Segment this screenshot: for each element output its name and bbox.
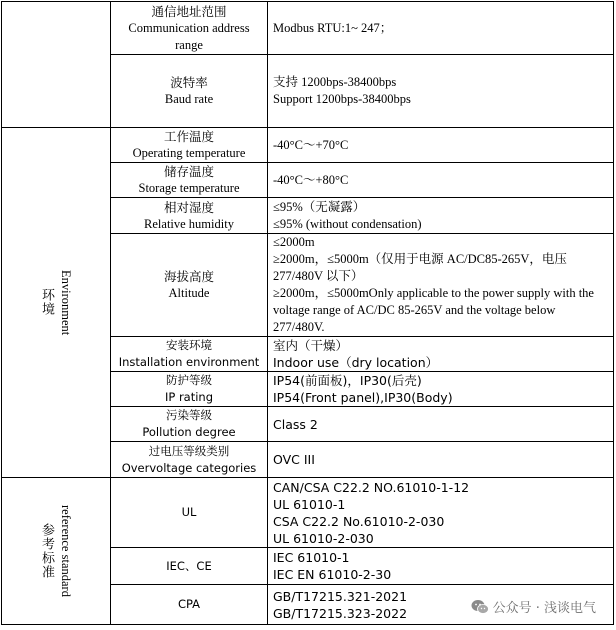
param-name-en: Storage temperature — [138, 181, 240, 195]
value-cell — [268, 128, 614, 163]
param-name-zh: 安装环境 — [166, 338, 212, 352]
value-line: Modbus RTU:1~ 247； — [273, 20, 393, 35]
communication-category-cell — [2, 2, 111, 128]
value-cell — [268, 234, 614, 337]
param-name-en: Relative humidity — [144, 216, 234, 231]
param-name-zh: 储存温度 — [163, 164, 214, 179]
value-line: IEC 61010-1 — [273, 550, 350, 565]
param-cell — [111, 163, 268, 198]
param-name-zh: 通信地址范围 — [151, 3, 227, 19]
value-line: GB/T17215.321-2021 — [273, 588, 408, 604]
table-row — [2, 478, 614, 548]
value-cell — [268, 55, 614, 128]
value-line: GB/T17215.323-2022 — [273, 605, 408, 621]
value-line: -40°C～+70°C — [273, 137, 349, 152]
param-cell — [111, 198, 268, 234]
value-line: CAN/CSA C22.2 NO.61010-1-12 — [273, 479, 470, 495]
param-name-zh: 相对湿度 — [163, 199, 214, 215]
param-name-en: IP rating — [164, 390, 214, 404]
param-name-en: Baud rate — [164, 92, 214, 106]
spec-table — [1, 1, 614, 625]
param-name-zh: 污染等级 — [166, 408, 212, 422]
environment-category-cell — [2, 128, 111, 478]
param-cell — [111, 234, 268, 337]
param-name: UL — [181, 505, 197, 519]
param-name-zh: 波特率 — [170, 75, 208, 90]
value-line: UL 61010-1 — [273, 496, 346, 512]
value-line: CSA C22.2 No.61010-2-030 — [273, 513, 445, 529]
param-name-en: Altitude — [168, 286, 210, 300]
value-cell — [268, 163, 614, 198]
value-line: ≤95%（无凝露） — [273, 199, 366, 214]
param-cell — [111, 372, 268, 407]
value-line: Class 2 — [273, 416, 318, 432]
value-line: IEC EN 61010-2-30 — [273, 567, 392, 582]
param-name: IEC、CE — [166, 558, 212, 573]
param-name-en: Operating temperature — [132, 146, 246, 160]
value-cell — [268, 442, 614, 478]
value-line: UL 61010-2-030 — [273, 530, 374, 546]
watermark-text: 公众号 · 浅谈电气 — [492, 601, 596, 616]
value-line: -40°C～+80°C — [273, 172, 349, 187]
param-cell — [111, 548, 268, 585]
value-line: OVC III — [273, 452, 315, 467]
table-row — [2, 128, 614, 163]
value-line: Support 1200bps-38400bps — [273, 92, 411, 106]
value-line: ≥2000m，≤5000m（仅用于电源 AC/DC85-265V，电压 277/480V 以下） — [273, 252, 567, 283]
param-cell — [111, 337, 268, 372]
category-label-zh: 参考标准 — [39, 522, 54, 579]
param-name-en: Communication address range — [128, 20, 250, 52]
value-line: ≥2000m，≤5000mOnly applicable to the power supply with the voltage range of AC/DC 85-265V and the voltage below 277/480V. — [273, 286, 594, 334]
param-name-zh: 海拔高度 — [163, 269, 214, 284]
value-cell — [268, 372, 614, 407]
value-cell — [268, 198, 614, 234]
value-cell — [268, 2, 614, 55]
param-name-en: Overvoltage categories — [121, 460, 257, 475]
value-line: ≤95% (without condensation) — [273, 216, 422, 231]
value-cell — [268, 548, 614, 585]
category-label-en: reference standard — [59, 505, 73, 597]
param-name-zh: 过电压等级类别 — [148, 443, 230, 458]
reference-category-cell — [2, 478, 111, 625]
param-name-zh: 工作温度 — [163, 129, 214, 144]
watermark — [471, 597, 596, 616]
table-row — [2, 2, 614, 55]
value-cell — [268, 478, 614, 548]
param-cell — [111, 2, 268, 55]
param-name: CPA — [177, 597, 201, 611]
param-name-en: Installation environment — [118, 355, 260, 369]
value-line: Indoor use（dry location） — [273, 355, 439, 370]
value-line: ≤2000m — [273, 235, 315, 249]
param-cell — [111, 128, 268, 163]
param-cell — [111, 407, 268, 442]
param-cell — [111, 585, 268, 625]
param-cell — [111, 478, 268, 548]
param-name-zh: 防护等级 — [166, 373, 212, 387]
value-line: IP54(Front panel),IP30(Body) — [273, 390, 453, 405]
value-line: 支持 1200bps-38400bps — [273, 75, 397, 89]
wechat-icon — [471, 599, 489, 615]
value-cell — [268, 337, 614, 372]
value-cell — [268, 407, 614, 442]
category-label-zh: 环境 — [39, 288, 54, 317]
value-line: 室内（干燥） — [273, 338, 349, 353]
param-cell — [111, 442, 268, 478]
param-name-en: Pollution degree — [142, 425, 236, 439]
value-line: IP54(前面板)，IP30(后壳) — [273, 373, 422, 388]
param-cell — [111, 55, 268, 128]
category-label-en: Environment — [59, 269, 73, 336]
